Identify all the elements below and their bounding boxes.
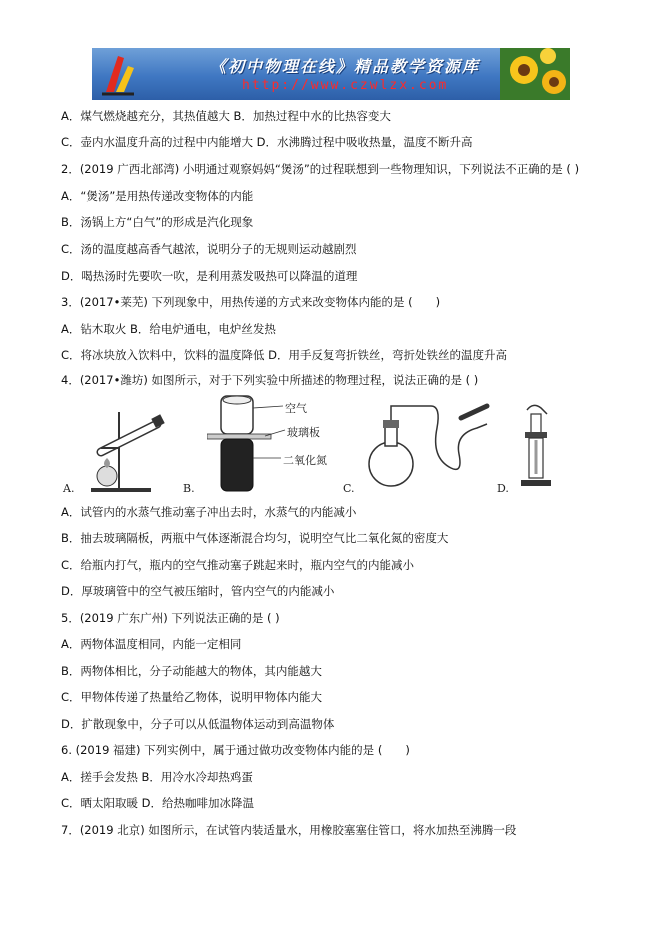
option-line: A．搓手会发热 B．用冷水冷却热鸡蛋 [61,770,253,784]
option-line: A．试管内的水蒸气推动塞子冲出去时，水蒸气的内能减小 [61,505,357,519]
option-line: C．将冰块放入饮料中，饮料的温度降低 D．用手反复弯折铁丝，弯折处铁丝的温度升高 [61,348,508,362]
figure-label-a: A. [63,482,75,495]
banner-url[interactable]: http://www.czwlzx.com [242,78,449,93]
question-7: 7．(2019 北京) 如图所示，在试管内装适量水，用橡胶塞塞住管口，将水加热至沸腾一段 [61,823,517,837]
no2-label: 二氧化氮 [283,454,327,467]
sunflower-icon [500,48,570,100]
figure-label-b: B. [183,482,195,495]
question-4: 4．(2017•潍坊) 如图所示，对于下列实验中所描述的物理过程，说法正确的是 ( ) [61,373,479,387]
air-label: 空气 [285,402,307,415]
option-line: C．甲物体传递了热量给乙物体，说明甲物体内能大 [61,690,323,704]
option-line: B．抽去玻璃隔板，两瓶中气体逐渐混合均匀，说明空气比二氧化氮的密度大 [61,531,449,545]
option-line: D．厚玻璃管中的空气被压缩时，管内空气的内能减小 [61,584,335,598]
question-2: 2．(2019 广西北部湾) 小明通过观察妈妈“煲汤”的过程联想到一些物理知识，下列说法不正确的是 ( ) [61,162,580,176]
fire-syringe-icon [507,400,567,494]
leader-lines [251,392,291,472]
logo-icon [98,52,138,96]
glass-plate-label: 玻璃板 [287,426,320,439]
question-3: 3．(2017•莱芜) 下列现象中，用热传递的方式来改变物体内能的是 ( ) [61,295,441,309]
question-5: 5．(2019 广东广州) 下列说法正确的是 ( ) [61,611,280,625]
option-line: A．两物体温度相同，内能一定相同 [61,637,242,651]
option-line: C．壶内水温度升高的过程中内能增大 D．水沸腾过程中吸收热量，温度不断升高 [61,135,473,149]
option-line: A．煤气燃烧越充分，其热值越大 B．加热过程中水的比热容变大 [61,109,391,123]
flask-pump-icon [351,398,491,494]
banner-title: 《初中物理在线》精品教学资源库 [210,57,481,76]
option-line: C．给瓶内打气，瓶内的空气推动塞子跳起来时，瓶内空气的内能减小 [61,558,415,572]
header-banner [92,48,570,100]
test-tube-apparatus-icon [61,402,171,494]
option-line: B．汤锅上方“白气”的形成是汽化现象 [61,215,254,229]
experiment-figure [61,392,581,498]
option-line: A．钻木取火 B．给电炉通电，电炉丝发热 [61,322,276,336]
figure-label-d: D. [497,482,509,495]
option-line: C．晒太阳取暖 D．给热咖啡加冰降温 [61,796,255,810]
question-6: 6. (2019 福建) 下列实例中，属于通过做功改变物体内能的是 ( ) [61,743,410,757]
option-line: A．“煲汤”是用热传递改变物体的内能 [61,189,254,203]
option-line: C．汤的温度越高香气越浓，说明分子的无规则运动越剧烈 [61,242,357,256]
figure-label-c: C. [343,482,355,495]
option-line: D．扩散现象中，分子可以从低温物体运动到高温物体 [61,717,335,731]
option-line: B．两物体相比，分子动能越大的物体，其内能越大 [61,664,322,678]
option-line: D．喝热汤时先要吹一吹，是利用蒸发吸热可以降温的道理 [61,269,358,283]
